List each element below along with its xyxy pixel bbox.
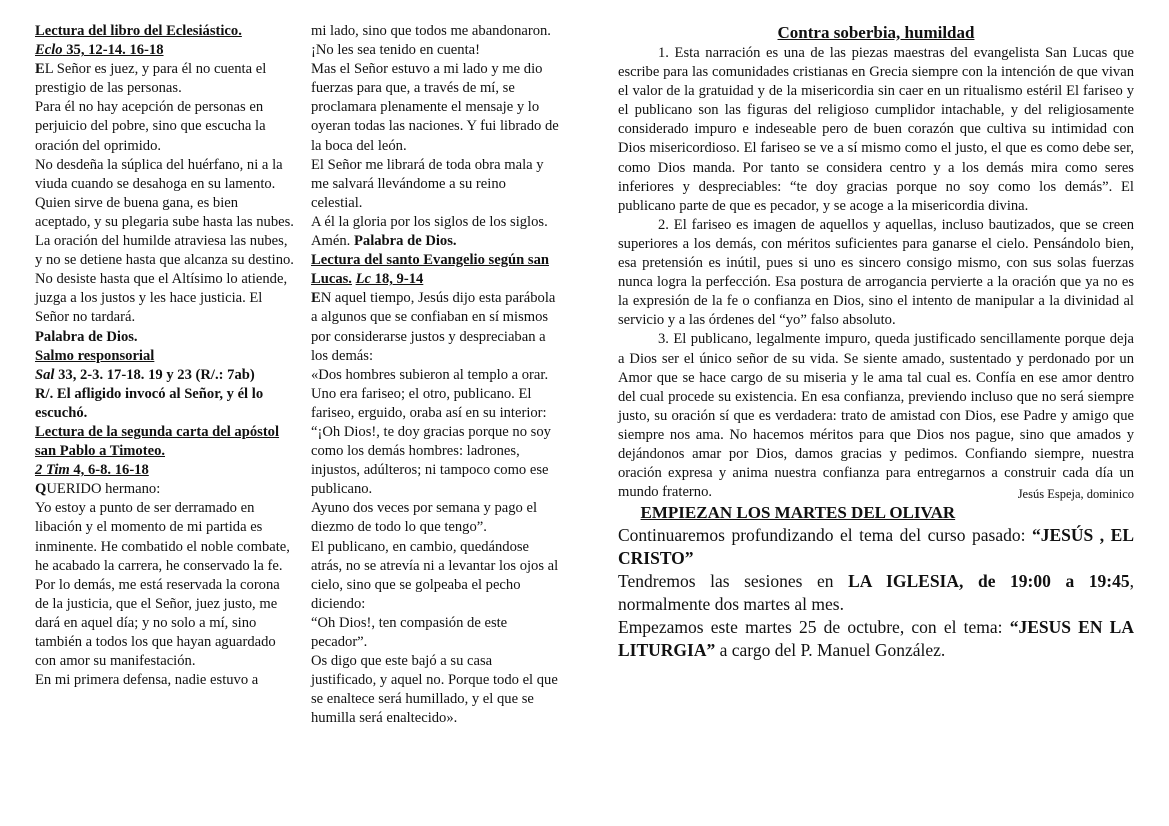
psalm-title: Salmo responsorial [35,347,155,364]
reading2-paragraph: mi lado, sino que todos me abandonaron. ¡No les sea tenido en cuenta! [311,23,551,59]
reading1-paragraph: Para él no hay acepción de personas en perjuicio del pobre, sino que escucha la oración del oprimido. [35,99,266,154]
column-readings-1 [35,22,297,690]
gospel-paragraph: “Oh Dios!, ten compasión de este pecador”. [311,614,508,650]
reading1-title: Lectura del libro del Eclesiástico. [35,23,242,39]
announcement-line: Continuaremos profundizando el tema del curso pasado: “JESÚS , EL CRISTO” [618,525,1134,569]
reading2-reference: 2 Tim 4, 6-8. 16-18 [35,462,149,479]
reading1-paragraph: La oración del humilde atraviesa las nubes, y no se detiene hasta que alcanza su destino. [35,233,294,269]
gospel-paragraph: “¡Oh Dios!, te doy gracias porque no soy como los demás hombres: ladrones, injustos, adúlteros; ni tampoco como ese publicano. [311,423,551,498]
commentary-paragraph: 3. El publicano, legalmente impuro, queda justificado sencillamente porque deja a Dios ser el único señor de su vida. Se siente amado, sustentado y perdonado por un Amor que se hace cargo de su miseria y le ama tal cual es. Confía en ese amor dentro del cual procede su existencia. En esa confianza, previendo incluso que no será siempre justo, su oración sí que es verdadera: trato de amistad con Dios, ese Padre y amigo que siempre nos ama. No hacemos méritos para que Dios nos pague, sino que amados y dejándonos amar por Dios, damos gracias y pedimos. Confiando siempre, nuestra oración expresa y anima nuestra confianza para entregarnos a construir cada día un mundo fraterno. Jesús Espeja, dominico [618,330,1134,502]
commentary-paragraph: 2. El fariseo es imagen de aquellos y aquellas, incluso bautizados, que se creen superiores a los demás, con méritos suficientes para ganarse el cielo. Pensándolo bien, esa pretensión es inútil, pues si uno es sincero consigo mismo, con sus solas fuerzas nunca logra la perfección. Esa postura de arrogancia pervierte a la oración que ya no es la expresión de la fe o confianza en Dios, sino el intento de manipular a la divinidad al servicio y a las órdenes del “yo” falso absoluto. [618,216,1134,329]
psalm-reference: Sal 33, 2-3. 17-18. 19 y 23 (R/.: 7ab) [35,366,255,383]
reading2-paragraph: Yo estoy a punto de ser derramado en libación y el momento de mi partida es inminente. He combatido el noble combate, he acabado la carrera, he conservado la fe. [35,500,290,574]
reading2-paragraph: Por lo demás, me está reservada la corona de la justicia, que el Señor, juez justo, me dará en aquel día; y no solo a mí, sino también a todos los que hayan aguardado con amor su manifestación. [35,576,280,670]
signature: Jesús Espeja, dominico [1017,487,1134,502]
reading1-paragraph: No desiste hasta que el Altísimo lo atiende, juzga a los justos y les hace justicia. El Señor no tardará. [35,271,288,326]
reading1-closing: Palabra de Dios. [35,328,138,345]
gospel-paragraph: «Dos hombres subieron al templo a orar. Uno era fariseo; el otro, publicano. El fariseo, erguido, oraba así en su interior: [311,366,549,421]
column-readings-2 [311,22,559,728]
announcement-line: Empezamos este martes 25 de octubre, con el tema: “JESUS EN LA LITURGIA” a cargo del P. Manuel González. [618,617,1134,661]
gospel-paragraph: Os digo que este bajó a su casa justificado, y aquel no. Porque todo el que se enaltece será humillado, y el que se humilla será enaltecido». [311,653,558,727]
reading2-paragraph: A él la gloria por los siglos de los siglos. Amén. Palabra de Dios. [311,213,548,250]
reading2-paragraph: Mas el Señor estuvo a mi lado y me dio fuerzas para que, a través de mí, se proclamara plenamente el mensaje y lo oyeran todas las naciones. Y fui librado de la boca del león. [311,61,559,154]
reading1-paragraph: Quien sirve de buena gana, es bien aceptado, y su plegaria sube hasta las nubes. [35,194,294,230]
reading1-paragraph: EL Señor es juez, y para él no cuenta el prestigio de las personas. [35,61,267,97]
reading2-opening: QUERIDO hermano: [35,481,161,498]
reading2-title: Lectura de la segunda carta del apóstol san Pablo a Timoteo. [35,423,280,460]
commentary-title: Contra soberbia, humildad [777,23,975,42]
gospel-paragraph: Ayuno dos veces por semana y pago el diezmo de todo lo que tengo”. [311,500,538,536]
reading2-paragraph: En mi primera defensa, nadie estuvo a [35,672,259,689]
reading1-paragraph: No desdeña la súplica del huérfano, ni a la viuda cuando se desahoga en su lamento. [35,156,283,192]
gospel-paragraph: El publicano, en cambio, quedándose atrás, no se atrevía ni a levantar los ojos al cielo, sino que se golpeaba el pecho diciendo: [311,538,559,612]
reading1-reference: Eclo 35, 12-14. 16-18 [35,42,164,59]
announcement-line: Tendremos las sesiones en LA IGLESIA, de 19:00 a 19:45, normalmente dos martes al mes. [618,571,1134,615]
announcement-title: EMPIEZAN LOS MARTES DEL OLIVAR [640,503,956,523]
psalm-response: R/. El afligido invocó al Señor, y él lo escuchó. [35,385,264,421]
reading2-paragraph: El Señor me librará de toda obra mala y me salvará llevándome a su reino celestial. [311,156,544,211]
column-commentary [618,22,1134,662]
commentary-paragraph: 1. Esta narración es una de las piezas maestras del evangelista San Lucas que escribe para las comunidades cristianas en Grecia siempre con la intención de que vivan el valor de la gratuidad y de la misericordia sin caer en un ritualismo estéril El fariseo y el publicano son las figuras del religioso cumplidor intachable, y del religiosamente considerado impuro e indeseable pero de buen corazón que cultiva su intimidad con Dios misericordioso. El fariseo se ve a sí mismo como el justo, el que es como debe ser, como Dios manda. Por tanto se considera centro y a los demás mira como seres inferiores y despreciables: “te doy gracias porque no soy como los demás”. El publicano parte de que es pecador, y se acoge a la misericordia divina. [618,45,1134,214]
gospel-title: Lectura del santo Evangelio según san Lucas. Lc 18, 9-14 [311,252,549,288]
gospel-paragraph: EN aquel tiempo, Jesús dijo esta parábola a algunos que se confiaban en sí mismos por considerarse justos y despreciaban a los demás: [311,290,556,364]
